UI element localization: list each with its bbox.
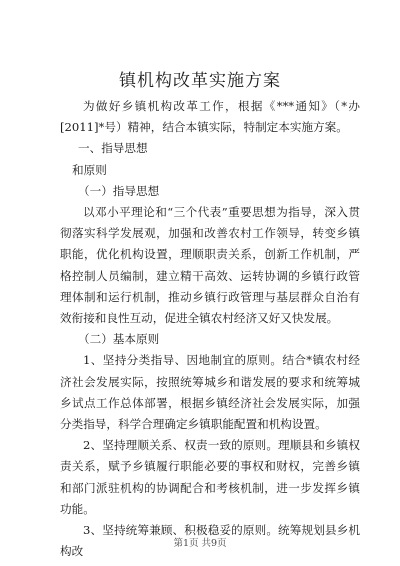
section-heading-guiding: 一、指导思想 xyxy=(78,141,148,156)
principle-3-paragraph: 3、坚持统筹兼顾、积极稳妥的原则。统筹规划县乡机构改 xyxy=(60,523,360,559)
subsection-heading-principles: （二）基本原则 xyxy=(78,332,160,347)
page-footer: 第1页 共9页 xyxy=(173,538,227,549)
principle-2-paragraph: 2、坚持理顺关系、权责一致的原则。理顺县和乡镇权责关系，赋予乡镇履行职能必要的事权和财权，完善乡镇和部门派驻机构的协调配合和考核机制，进一步发挥乡镇功能。 xyxy=(60,438,360,516)
principle-1-paragraph: 1、坚持分类指导、因地制宜的原则。结合*镇农村经济社会发展实际，按照统筹城乡和谐发展的要求和统筹城乡试点工作总体部署，根据乡镇经济社会发展实际，加强分类指导，科学合理确定乡镇职能配置和机构设置。 xyxy=(60,353,360,432)
section-heading-continuation: 和原则 xyxy=(72,162,107,177)
guiding-thought-paragraph: 以邓小平理论和“三个代表”重要思想为指导，深入贯彻落实科学发展观，加强和改善农村工作领导，转变乡镇职能，优化机构设置，理顺职责关系，创新工作机制，严格控制人员编制，建立精干高效、运转协调的乡镇行政管理体制和运行机制，推动乡镇行政管理与基层群众自治有效衔接和良性互动，促进全镇农村经济又好又快发展。 xyxy=(60,205,360,326)
intro-paragraph: 为做好乡镇机构改革工作，根据《***通知》（*办[2011]*号）精神，结合本镇实际，特制定本实施方案。 xyxy=(60,99,360,135)
subsection-heading-guiding-thought: （一）指导思想 xyxy=(78,183,160,198)
document-title: 镇机构改革实施方案 xyxy=(119,71,281,91)
document-body xyxy=(60,96,360,562)
